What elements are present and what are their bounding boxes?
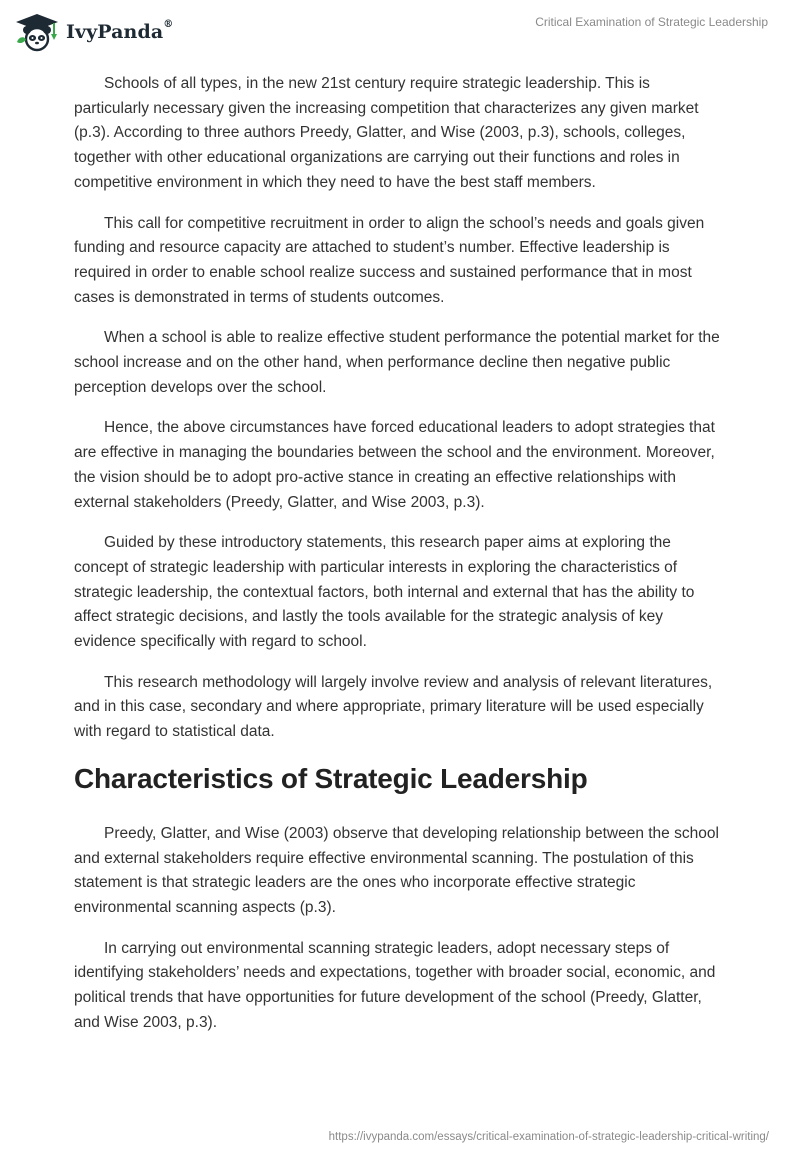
source-url[interactable]: https://ivypanda.com/essays/critical-examination-of-strategic-leadership-critical-writing/ — [328, 1131, 769, 1143]
paragraph: Guided by these introductory statements, this research paper aims at exploring the concept of strategic leadership with particular interests in exploring the characteristics of strategic leadership, the contextual factors, both internal and external that has the ability to affect strategic decisions, and lastly the tools available for the strategic analysis of key evidence specifically with regard to school. — [74, 534, 695, 651]
paragraph: Preedy, Glatter, and Wise (2003) observe that developing relationship between the school and external stakeholders require effective environmental scanning. The postulation of this statement is that strategic leaders are the ones who incorporate effective strategic environmental scanning aspects (p.3). — [74, 824, 719, 916]
ivypanda-logo[interactable] — [14, 10, 173, 54]
panda-graduate-icon — [14, 12, 60, 52]
paragraph: This call for competitive recruitment in order to align the school’s needs and goals given funding and resource capacity are attached to student’s number. Effective leadership is required in order to enable school realize success and sustained performance that in most cases is demonstrated in terms of students outcomes. — [74, 214, 705, 306]
essay-body — [74, 72, 728, 1052]
paragraph: This research methodology will largely involve review and analysis of relevant literatures, and in this case, secondary and where appropriate, primary literature will be used especially with regard to statistical data. — [74, 673, 713, 741]
page-header — [0, 0, 800, 60]
paragraph: When a school is able to realize effective student performance the potential market for the school increase and on the other hand, when performance decline then negative public perception develops over the school. — [74, 329, 720, 396]
paragraph: Schools of all types, in the new 21st century require strategic leadership. This is particularly necessary given the increasing competition that characterizes any given market (p.3). According to three authors Preedy, Glatter, and Wise (2003, p.3), schools, colleges, together with other educational organizations are carrying out their functions and roles in competitive environment in which they need to have the best staff members. — [74, 75, 699, 191]
section-heading: Characteristics of Strategic Leadership — [74, 762, 588, 794]
registered-mark: ® — [163, 19, 174, 30]
paragraph: Hence, the above circumstances have forced educational leaders to adopt strategies that are effective in managing the boundaries between the school and the environment. Moreover, the vision should be to adopt pro-active stance in creating an effective relationships with external stakeholders (Preedy, Glatter, and Wise 2003, p.3). — [74, 419, 715, 511]
paragraph: In carrying out environmental scanning strategic leaders, adopt necessary steps of identifying stakeholders’ needs and expectations, together with broader social, economic, and political trends that have opportunities for future development of the school (Preedy, Glatter, and Wise 2003, p.3). — [74, 939, 716, 1031]
document-title: Critical Examination of Strategic Leadership — [535, 15, 768, 29]
logo-text: IvyPanda® — [66, 19, 174, 43]
